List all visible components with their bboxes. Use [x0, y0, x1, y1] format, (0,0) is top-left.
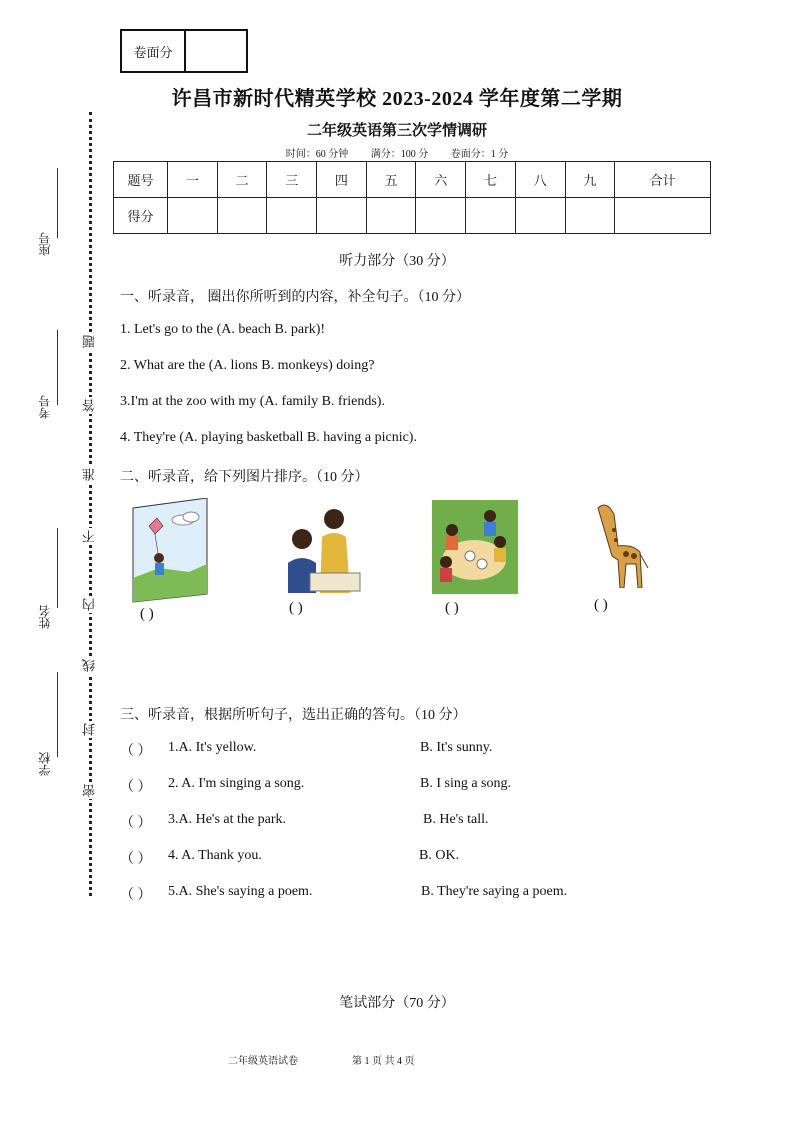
- neatness-score-box: [120, 29, 248, 73]
- order-paren[interactable]: ( ): [289, 600, 303, 616]
- part3-option-a: 2. A. I'm singing a song.: [168, 776, 305, 791]
- score-blank-cell[interactable]: [615, 198, 711, 234]
- kite-picture: [129, 498, 211, 604]
- part1-item: 3.I'm at the zoo with my (A. family B. friends).: [120, 394, 385, 409]
- part3-option-b: B. It's sunny.: [420, 740, 493, 755]
- name-line[interactable]: [57, 528, 58, 608]
- score-table-cell: 五: [366, 162, 416, 198]
- score-blank-cell[interactable]: [267, 198, 317, 234]
- score-blank-cell[interactable]: [366, 198, 416, 234]
- friends-picture: [280, 505, 362, 593]
- score-table-cell: 九: [565, 162, 615, 198]
- part3-paren[interactable]: （ ）: [120, 852, 152, 867]
- footer-paper: 二年级英语试卷: [228, 1056, 298, 1067]
- exam-neatness: 卷面分：1 分: [450, 149, 509, 160]
- seat-line[interactable]: [57, 168, 58, 238]
- score-blank-cell[interactable]: [466, 198, 516, 234]
- score-table-score-row: [114, 198, 711, 234]
- score-table-cell: 三: [267, 162, 317, 198]
- part3-paren[interactable]: （ ）: [120, 744, 152, 759]
- score-table-cell: 七: [466, 162, 516, 198]
- score-blank-cell[interactable]: [416, 198, 466, 234]
- part3-option-a: 5.A. She's saying a poem.: [168, 884, 313, 899]
- picnic-picture: [430, 500, 520, 594]
- seal-char: 题: [82, 335, 97, 348]
- seal-char: 准: [82, 468, 97, 481]
- score-blank-cell[interactable]: [217, 198, 267, 234]
- part1-item: 2. What are the (A. lions B. monkeys) doing?: [120, 358, 375, 373]
- giraffe-picture: [588, 500, 652, 588]
- part3-option-a: 3.A. He's at the park.: [168, 812, 286, 827]
- score-blank-cell[interactable]: [317, 198, 367, 234]
- score-blank-cell[interactable]: [565, 198, 615, 234]
- part3-option-b: B. They're saying a poem.: [421, 884, 568, 899]
- footer-page: 第 1 页 共 4 页: [352, 1056, 415, 1067]
- score-table-cell: 八: [515, 162, 565, 198]
- part3-title: 三、听录音，根据所听句子，选出正确的答句。（10 分）: [120, 708, 467, 723]
- score-table-cell: 四: [317, 162, 367, 198]
- part3-option-b: B. I sing a song.: [420, 776, 511, 791]
- order-paren[interactable]: ( ): [594, 597, 608, 613]
- part3-paren[interactable]: （ ）: [120, 888, 152, 903]
- seal-char: 密: [82, 784, 97, 797]
- score-table-cell: 合计: [615, 162, 711, 198]
- school-label: 学校: [38, 752, 52, 776]
- order-paren[interactable]: ( ): [140, 606, 154, 622]
- score-table-cell: 一: [168, 162, 218, 198]
- part3-paren[interactable]: （ ）: [120, 816, 152, 831]
- seal-char: 不: [82, 530, 97, 543]
- score-table: [113, 161, 711, 234]
- score-table-cell: 六: [416, 162, 466, 198]
- school-line[interactable]: [57, 672, 58, 757]
- exam-meta: [0, 145, 794, 160]
- binding-dotted-line: [89, 112, 92, 896]
- part1-item: 4. They're (A. playing basketball B. having a picnic).: [120, 430, 417, 445]
- writing-heading: 笔试部分（70 分）: [339, 996, 455, 1011]
- score-row-label: 得分: [114, 198, 168, 234]
- neatness-score-blank[interactable]: [186, 31, 246, 71]
- part1-title: 一、听录音， 圈出你所听到的内容，补全句子。（10 分）: [120, 290, 470, 305]
- part3-option-b: B. OK.: [419, 848, 460, 863]
- exam-full-score: 满分：100 分: [370, 149, 429, 160]
- part3-option-b: B. He's tall.: [423, 812, 489, 827]
- seal-char: 答: [82, 399, 97, 412]
- name-label: 姓名: [38, 605, 52, 629]
- order-paren[interactable]: ( ): [445, 600, 459, 616]
- score-table-cell: 二: [217, 162, 267, 198]
- part2-title: 二、听录音，给下列图片排序。（10 分）: [120, 470, 369, 485]
- seal-char: 线: [82, 659, 97, 672]
- part3-paren[interactable]: （ ）: [120, 780, 152, 795]
- score-blank-cell[interactable]: [515, 198, 565, 234]
- score-blank-cell[interactable]: [168, 198, 218, 234]
- score-table-header-row: [114, 162, 711, 198]
- exam-subtitle: 二年级英语第三次学情调研: [306, 123, 487, 139]
- part3-option-a: 1.A. It's yellow.: [168, 740, 257, 755]
- part1-item: 1. Let's go to the (A. beach B. park)!: [120, 322, 326, 337]
- exam-title: 许昌市新时代精英学校 2023-2024 学年度第二学期: [171, 88, 623, 110]
- neatness-score-label: 卷面分: [122, 31, 186, 71]
- part3-option-a: 4. A. Thank you.: [168, 848, 262, 863]
- exam-no-label: 考号: [38, 395, 52, 419]
- exam-no-line[interactable]: [57, 330, 58, 405]
- seal-char: 内: [82, 598, 97, 611]
- listening-heading: 听力部分（30 分）: [339, 254, 455, 269]
- seal-char: 封: [82, 723, 97, 736]
- score-table-cell: 题号: [114, 162, 168, 198]
- exam-time: 时间：60 分钟: [285, 149, 349, 160]
- seat-label: 座号: [38, 232, 52, 256]
